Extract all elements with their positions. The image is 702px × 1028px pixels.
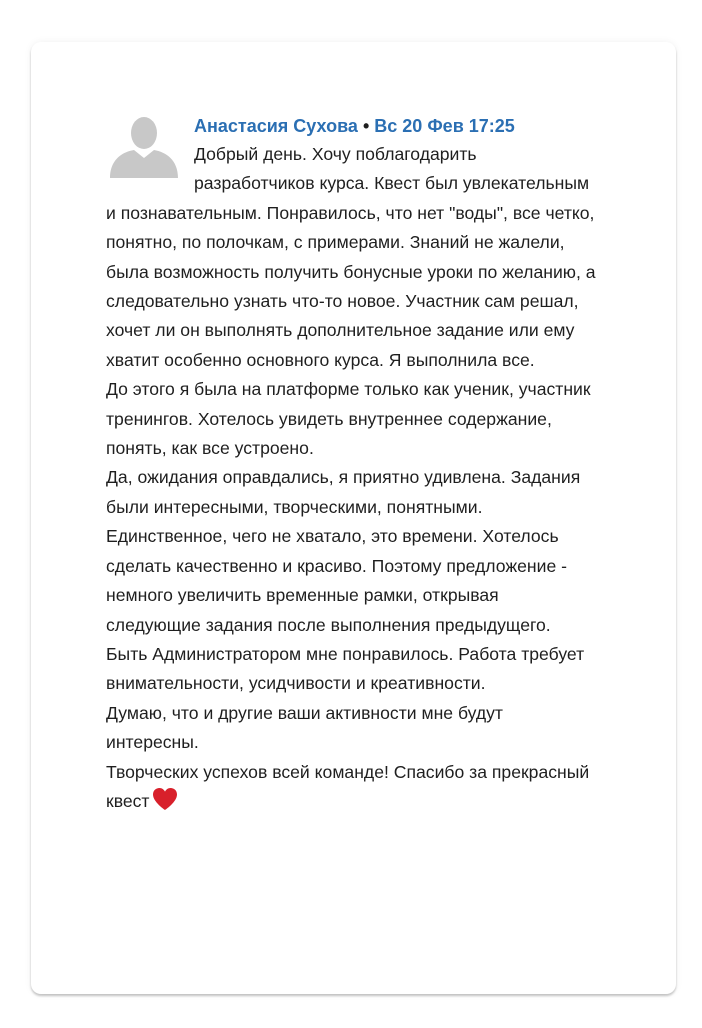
comment-paragraph-4: Быть Администратором мне понравилось. Работа требует внимательности, усидчивости и креативности. [106,643,585,694]
author-name-link[interactable]: Анастасия Сухова [194,116,358,136]
separator-dot: • [362,116,370,136]
comment-paragraph-5: Думаю, что и другие ваши активности мне будут интересны. [106,702,503,753]
avatar-spacer [106,112,194,196]
comment-paragraph-1: Добрый день. Хочу поблагодарить разработчиков курса. Квест был увлекательным и познавательным. Понравилось, что нет "воды", все четко, понятно, по полочкам, с примерами. Знаний не жалели, была возможность получить бонусные уроки по желанию, а следовательно узнать что-то новое. Участник сам решал, хочет ли он выполнять дополнительное задание или ему хватит особенно основного курса. Я выполнила все. [106,144,596,370]
closing-text: Творческих успехов всей команде! Спасибо за прекрасный квест [106,761,590,811]
comment-paragraph-3: Да, ожидания оправдались, я приятно удивлена. Задания были интересными, творческими, понятными. Единственное, чего не хватало, это времени. Хотелось сделать качественно и красиво. Поэтому предложение - немного увеличить временные рамки, открывая следующие задания после выполнения предыдущего. [106,467,581,635]
comment-paragraph-2: До этого я была на платформе только как ученик, участник тренингов. Хотелось увидеть внутреннее содержание, понять, как все устроено. [106,379,591,459]
comment-date-link[interactable]: Вс 20 Фев 17:25 [374,116,515,136]
comment-closing [106,758,598,817]
comment-body [106,112,598,816]
red-heart-icon [152,787,178,811]
